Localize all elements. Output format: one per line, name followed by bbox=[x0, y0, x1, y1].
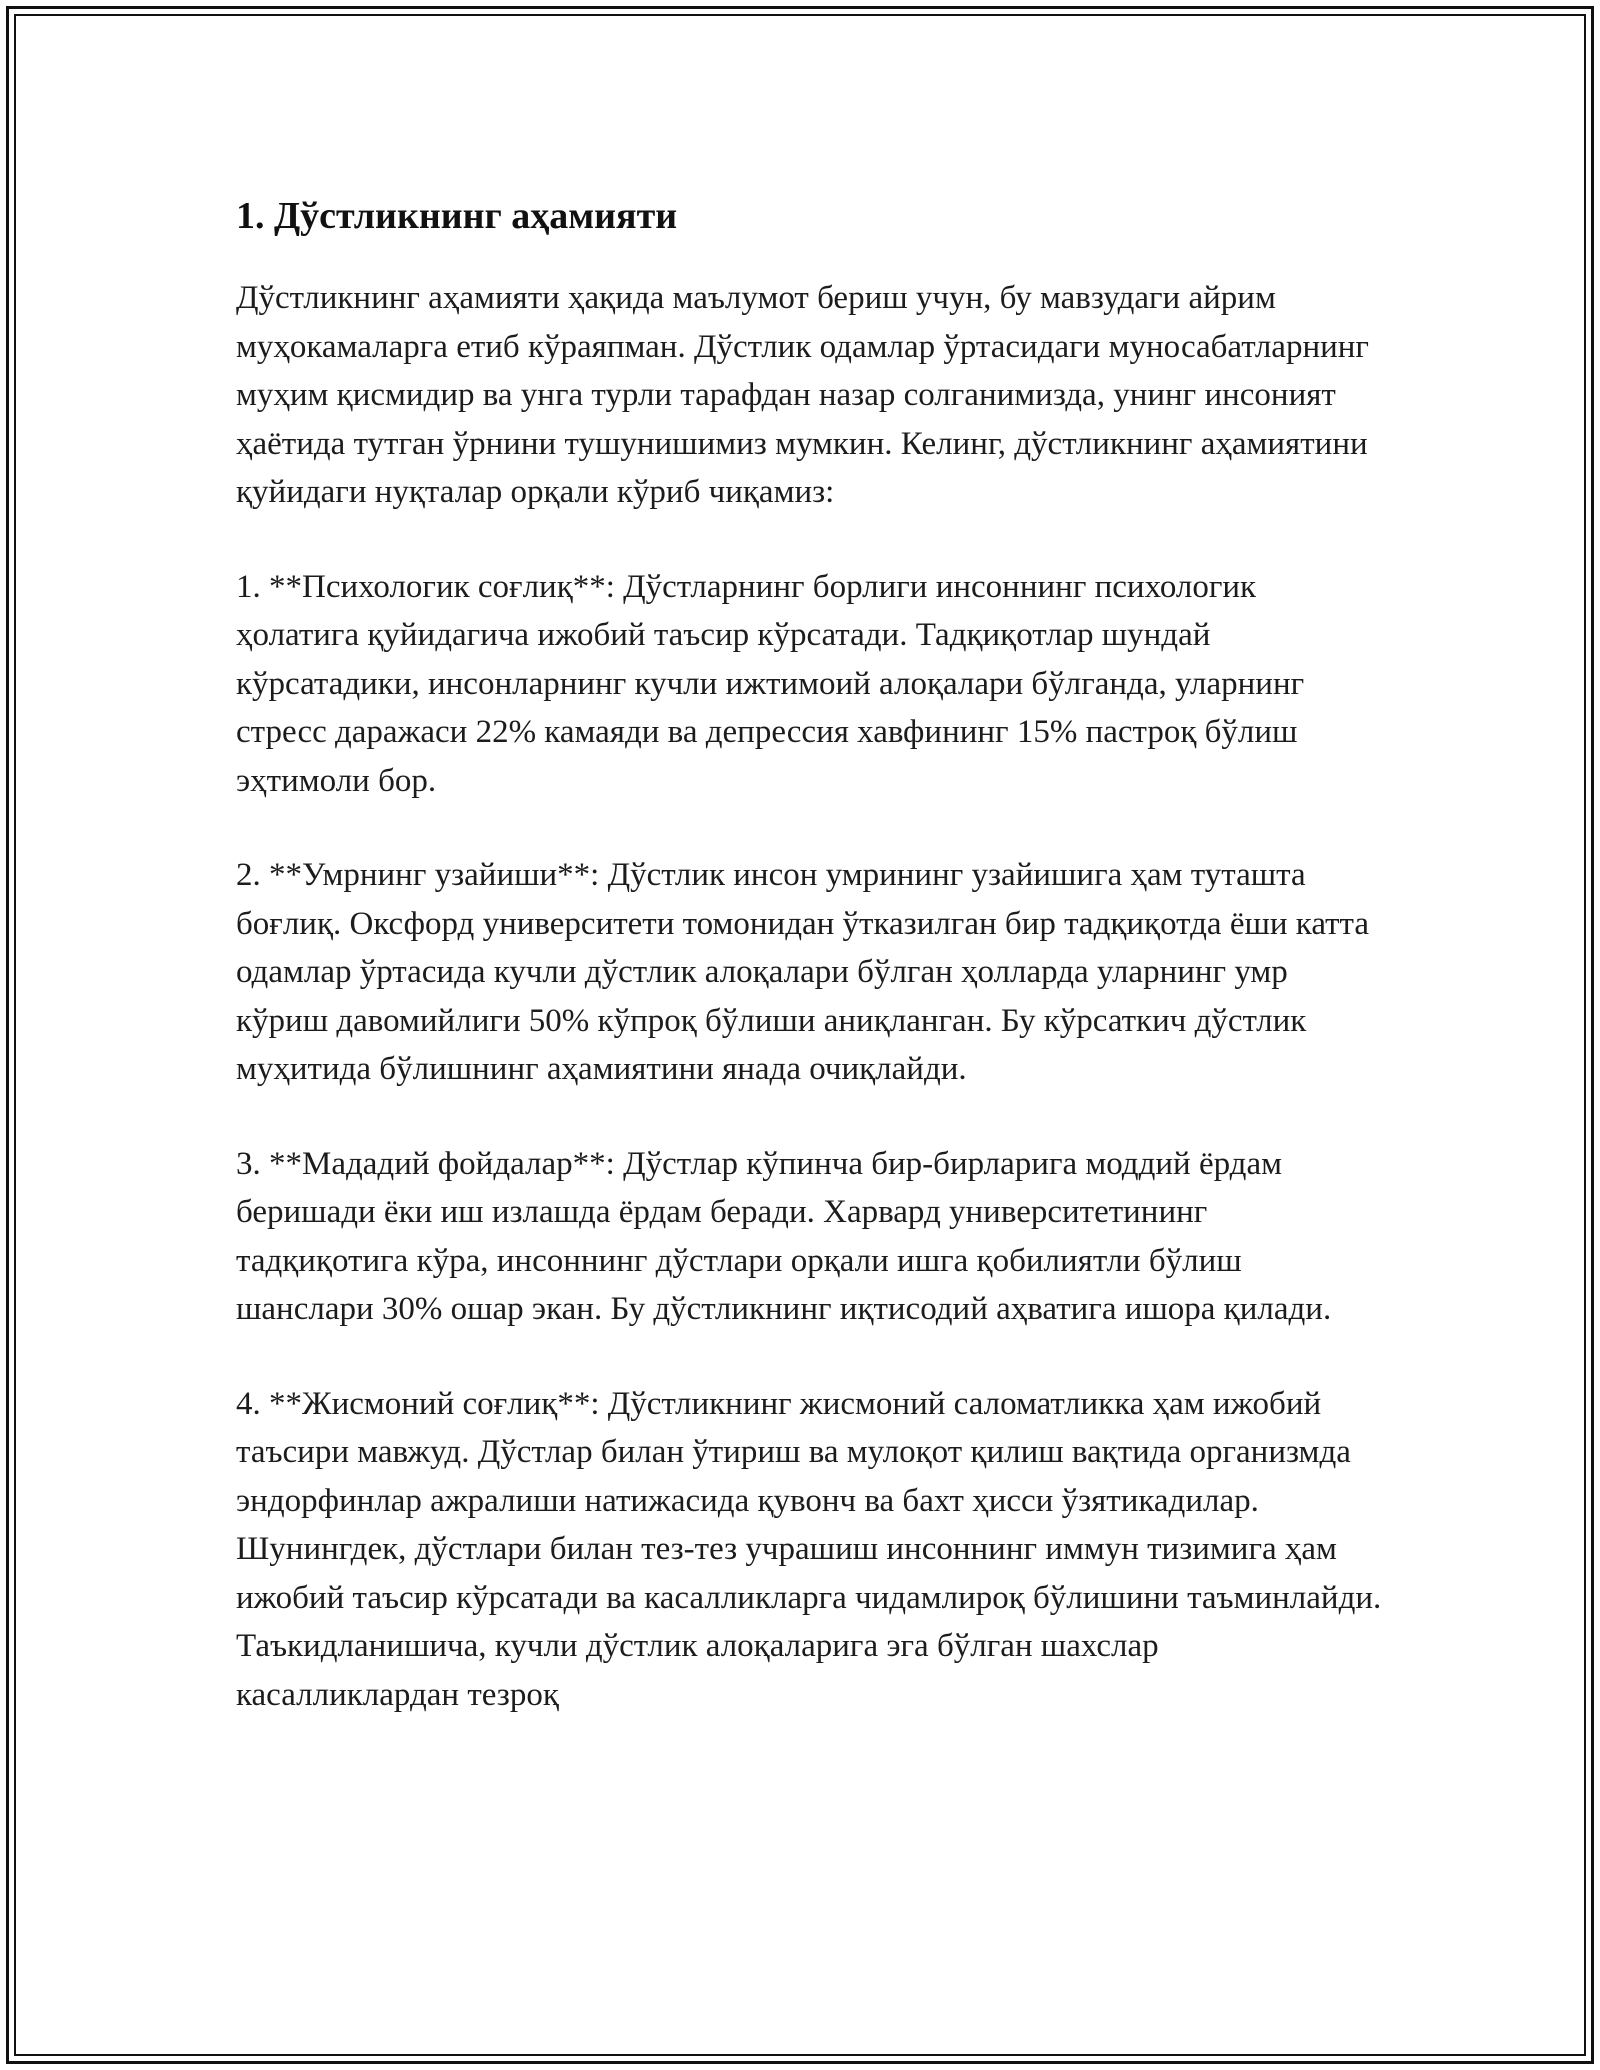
point-material-benefits: 3. **Мададий фойдалар**: Дўстлар кўпинча бир-бирларига моддий ёрдам беришади ёки иш излашда ёрдам беради. Харвард университетининг тадқиқотига кўра, инсоннинг дўстлари орқали ишга қобилиятли бўлиш шанслари 30% ошар экан. Бу дўстликнинг иқтисодий аҳватига ишора қилади. bbox=[236, 1145, 1332, 1327]
point-longevity: 2. **Умрнинг узайиши**: Дўстлик инсон умрининг узайишига ҳам туташта боғлиқ. Оксфорд университети томонидан ўтказилган бир тадқиқотда ёши катта одамлар ўртасида кучли дўстлик алоқалари бўлган ҳолларда уларнинг умр кўриш давомийлиги 50% кўпроқ бўлиши аниқланган. Бу кўрсаткич дўстлик муҳитида бўлишнинг аҳамиятини янада очиқлайди. bbox=[236, 857, 1370, 1087]
section-heading: 1. Дўстликнинг аҳамияти bbox=[236, 195, 678, 237]
point-psychological-health: 1. **Психологик соғлиқ**: Дўстларнинг борлиги инсоннинг психологик ҳолатига қуйидагича ижобий таъсир кўрсатади. Тадқиқотлар шундай кўрсатадики, инсонларнинг кучли ижтимоий алоқалари бўлганда, уларнинг стресс даражаси 22% камаяди ва депрессия хавфининг 15% пастроқ бўлиш эҳтимоли бор. bbox=[236, 568, 1305, 799]
point-physical-health: 4. **Жисмоний соғлиқ**: Дўстликнинг жисмоний саломатликка ҳам ижобий таъсири мавжуд. Дўстлар билан ўтириш ва мулоқот қилиш вақтида организмда эндорфинлар ажралиши натижасида қувонч ва бахт ҳисси ўзятикадилар. Шунингдек, дўстлари билан тез-тез учрашиш инсоннинг иммун тизимига ҳам ижобий таъсир кўрсатади ва касалликларга чидамлироқ бўлишини таъминлайди. Таъкидланишича, кучли дўстлик алоқаларига эга бўлган шахслар касалликлардан тезроқ bbox=[236, 1385, 1382, 1713]
document-body bbox=[236, 188, 1386, 1765]
intro-paragraph: Дўстликнинг аҳамияти ҳақида маълумот бериш учун, бу мавзудаги айрим муҳокамаларга етиб кўраяпман. Дўстлик одамлар ўртасидаги муносабатларнинг муҳим қисмидир ва унга турли тарафдан назар солганимизда, унинг инсоният ҳаётида тутган ўрнини тушунишимиз мумкин. Келинг, дўстликнинг аҳамиятини қуйидаги нуқталар орқали кўриб чиқамиз: bbox=[236, 280, 1369, 510]
